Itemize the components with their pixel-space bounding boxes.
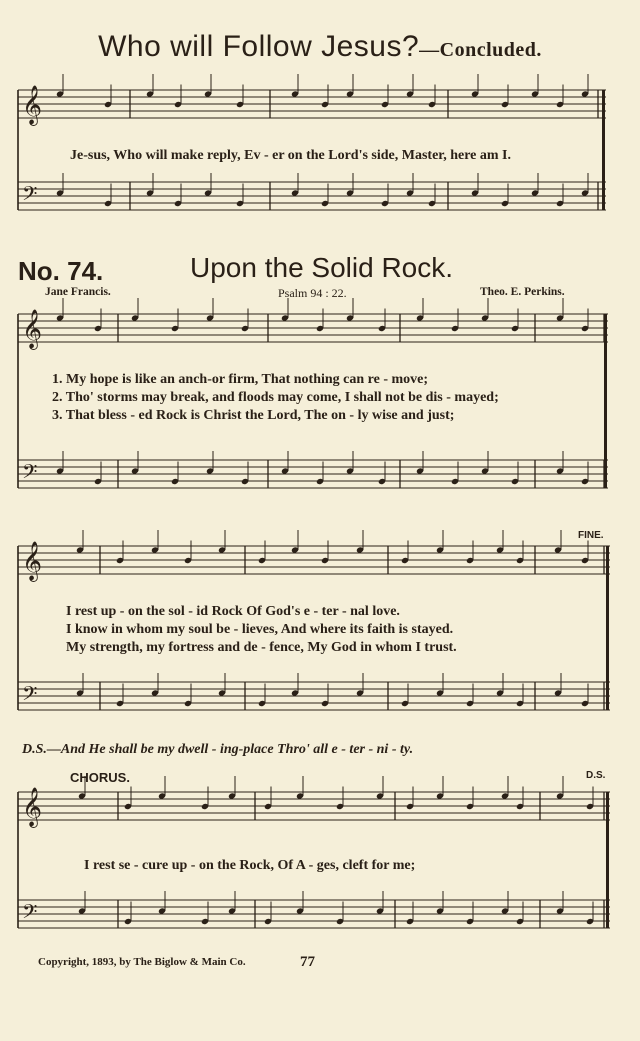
page-number: 77 [300, 954, 315, 970]
treble-clef: 𝄞 [22, 787, 43, 827]
hymn-composer: Theo. E. Perkins. [480, 286, 565, 298]
fine-label: FINE. [578, 530, 604, 541]
treble-clef: 𝄞 [22, 85, 43, 125]
ds-line: D.S.—And He shall be my dwell - ing-place Thro' all e - ter - ni - ty. [22, 742, 414, 757]
verse-2-line-2: I know in whom my soul be - lieves, And where its faith is stayed. [66, 622, 454, 637]
hymn-title: Upon the Solid Rock. [190, 252, 454, 283]
bass-clef: 𝄢 [22, 900, 38, 928]
copyright: Copyright, 1893, by The Biglow & Main Co. [38, 956, 246, 968]
verse-3-line-1: 3. That bless - ed Rock is Christ the Lord, The on - ly wise and just; [52, 408, 455, 423]
bass-clef: 𝄢 [22, 682, 38, 710]
chorus-label: CHORUS. [70, 770, 130, 785]
verse-3-line-2: My strength, my fortress and de - fence, My God in whom I trust. [66, 640, 457, 655]
final-bar [606, 546, 609, 710]
previous-hymn-lyrics: Je-sus, Who will make reply, Ev - er on the Lord's side, Master, here am I. [70, 148, 511, 163]
ds-label: D.S. [586, 770, 606, 781]
bass-clef: 𝄢 [22, 182, 38, 210]
previous-hymn-title-suffix: —Concluded. [419, 39, 542, 61]
verse-1-line-1: 1. My hope is like an anch-or firm, That nothing can re - move; [52, 372, 429, 387]
final-bar [606, 792, 609, 928]
previous-hymn-title-text: Who will Follow Jesus? [98, 30, 420, 63]
bass-clef: 𝄢 [22, 460, 38, 488]
treble-clef: 𝄞 [22, 309, 43, 349]
hymn-number: No. 74. [18, 256, 104, 286]
staff-systems [18, 74, 610, 928]
verse-2-line-1: 2. Tho' storms may break, and floods may come, I shall not be dis - mayed; [52, 390, 499, 405]
treble-clef: 𝄞 [22, 541, 43, 581]
chorus-lyrics: I rest se - cure up - on the Rock, Of A - ges, cleft for me; [84, 858, 416, 873]
final-bar [602, 90, 605, 210]
hymn-author: Jane Francis. [45, 286, 111, 298]
verse-1-line-2: I rest up - on the sol - id Rock Of God's e - ter - nal love. [66, 604, 400, 619]
final-bar [604, 314, 607, 488]
hymn-scripture: Psalm 94 : 22. [278, 286, 347, 300]
